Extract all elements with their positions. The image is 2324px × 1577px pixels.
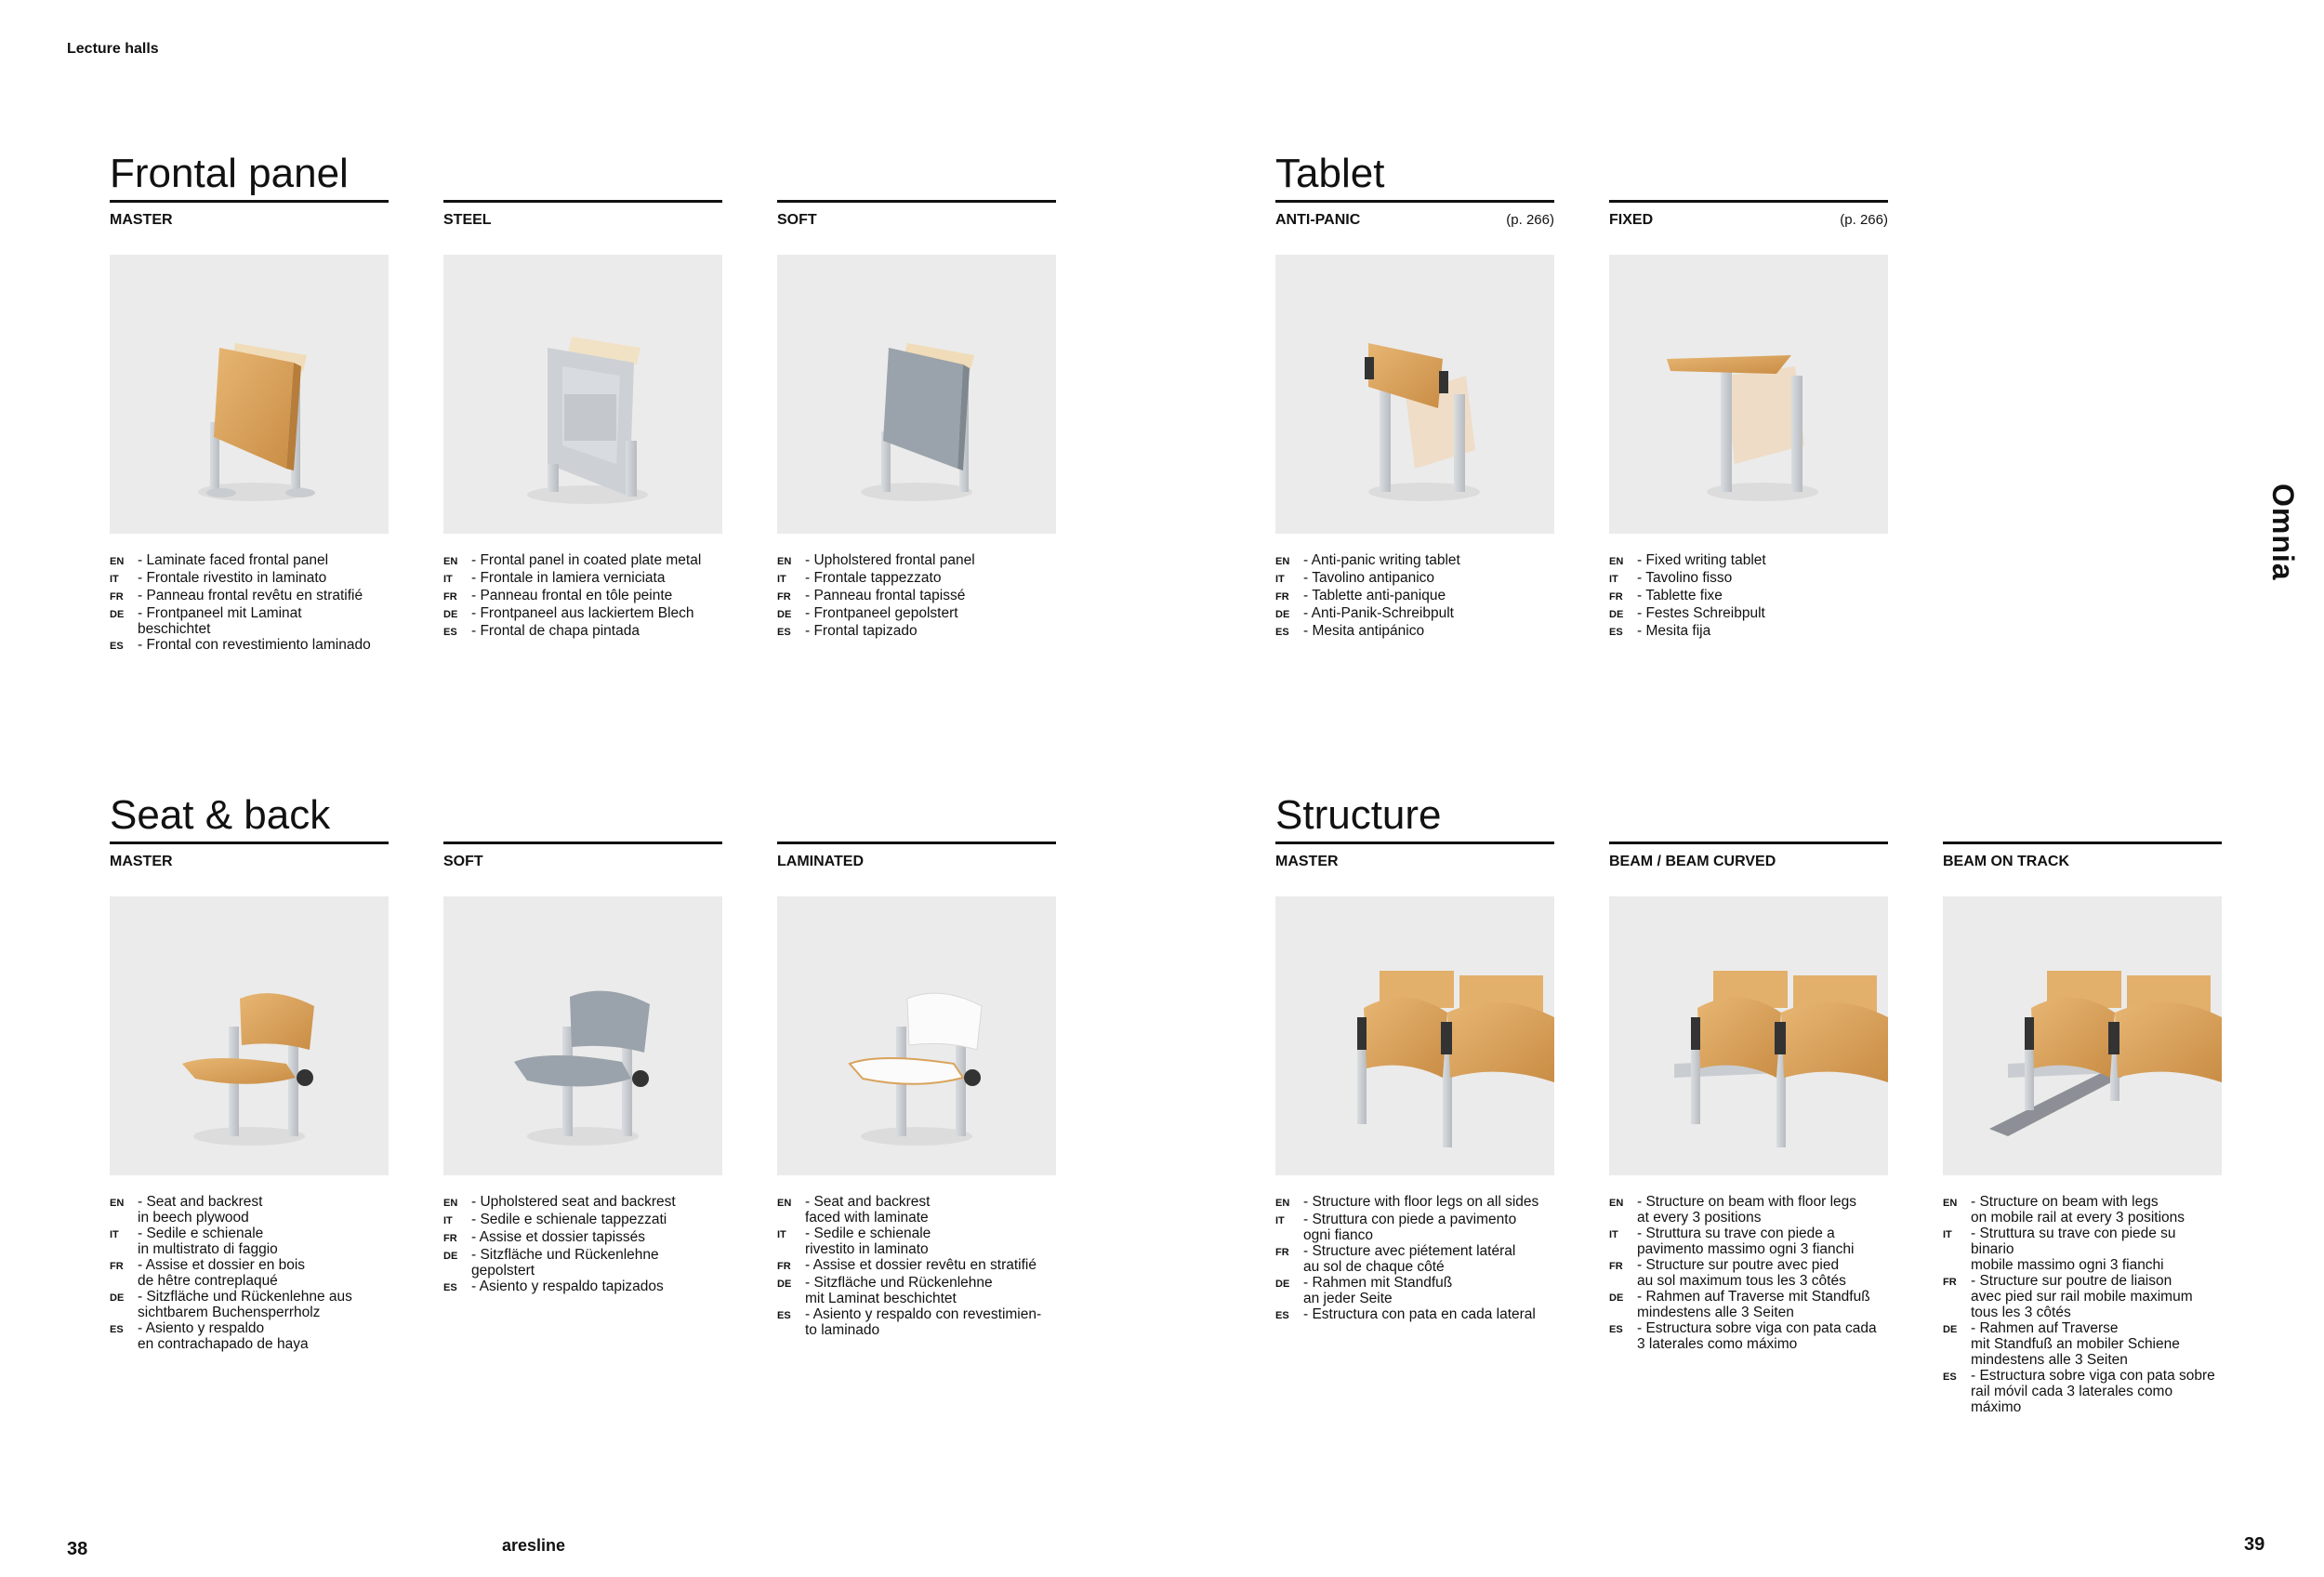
lang-code: IT <box>1275 1215 1285 1226</box>
lang-code: IT <box>443 1215 453 1226</box>
desc-text: - Mesita antipánico <box>1303 623 1425 639</box>
desc-text: - Structure sur poutre avec pied au sol maximum tous les 3 côtés <box>1637 1257 1846 1289</box>
desc-text: - Frontpaneel aus lackiertem Blech <box>471 605 694 621</box>
lang-code: EN <box>1275 556 1290 567</box>
lang-code: IT <box>1609 574 1618 585</box>
lang-code: EN <box>1609 1198 1624 1209</box>
product-photo-frontal-upholstered <box>777 255 1056 534</box>
desc-text: - Structure avec piétement latéral au sol de chaque côté <box>1303 1243 1516 1275</box>
card-header <box>1609 200 1888 236</box>
desc-text: - Tablette fixe <box>1637 588 1723 603</box>
lang-code: EN <box>110 1198 125 1209</box>
page-number-left: 38 <box>67 1539 88 1559</box>
desc-text: - Upholstered seat and backrest <box>471 1194 676 1210</box>
section-title-seat-back: Seat & back <box>110 792 331 838</box>
lang-code: EN <box>443 1198 458 1209</box>
lang-code: IT <box>1275 574 1285 585</box>
description-list <box>110 552 389 655</box>
product-photo-structure-track <box>1943 896 2222 1175</box>
desc-text: - Rahmen mit Standfuß an jeder Seite <box>1303 1275 1453 1306</box>
lang-code: DE <box>777 609 792 620</box>
lang-code: ES <box>777 1310 791 1321</box>
card-label: FIXED <box>1609 212 1654 228</box>
lang-code: DE <box>443 609 458 620</box>
desc-text: - Mesita fija <box>1637 623 1711 639</box>
lang-code: DE <box>1275 609 1290 620</box>
desc-text: - Seat and backrest faced with laminate <box>805 1194 931 1226</box>
lang-code: FR <box>1275 591 1289 603</box>
desc-text: - Estructura sobre viga con pata cada 3 laterales como máximo <box>1637 1320 1877 1352</box>
desc-text: - Assise et dossier revêtu en stratifié <box>805 1257 1037 1273</box>
description-list <box>1275 1194 1554 1324</box>
lang-code: DE <box>1943 1324 1958 1335</box>
card-header <box>1275 842 1554 878</box>
lang-code: FR <box>443 1233 457 1244</box>
desc-text: - Structure on beam with floor legs at every 3 positions <box>1637 1194 1857 1226</box>
card-label: BEAM ON TRACK <box>1943 854 2069 869</box>
lang-code: IT <box>110 574 119 585</box>
desc-text: - Frontale in lamiera verniciata <box>471 570 666 586</box>
card-frontal-master <box>110 200 389 655</box>
desc-text: - Struttura su trave con piede a pavimento massimo ogni 3 fianchi <box>1637 1226 1855 1257</box>
desc-text: - Assise et dossier en bois de hêtre contreplaqué <box>138 1257 306 1289</box>
desc-text: - Sedile e schienale in multistrato di faggio <box>138 1226 278 1257</box>
desc-text: - Anti-panic writing tablet <box>1303 552 1460 568</box>
card-tablet-antipanic <box>1275 200 1554 641</box>
desc-text: - Tavolino antipanico <box>1303 570 1435 586</box>
lang-code: FR <box>110 1261 124 1272</box>
lang-code: ES <box>1609 1324 1623 1335</box>
description-list <box>1943 1194 2222 1415</box>
lang-code: FR <box>1609 591 1623 603</box>
section-title-frontal-panel: Frontal panel <box>110 151 349 196</box>
product-photo-structure-floor-legs <box>1275 896 1554 1175</box>
section-label: Lecture halls <box>67 41 159 57</box>
lang-code: DE <box>110 1292 125 1304</box>
description-list <box>1275 552 1554 641</box>
desc-text: - Asiento y respaldo en contrachapado de haya <box>138 1320 309 1352</box>
lang-code: IT <box>1609 1229 1618 1240</box>
lang-code: FR <box>777 591 791 603</box>
card-frontal-steel <box>443 200 722 641</box>
description-list <box>777 1194 1056 1338</box>
card-seat-laminated <box>777 842 1056 1338</box>
desc-text: - Frontpaneel mit Laminat beschichtet <box>138 605 302 637</box>
page-number-right: 39 <box>2244 1534 2265 1555</box>
product-photo-seat-upholstered <box>443 896 722 1175</box>
card-label: LAMINATED <box>777 854 865 869</box>
page-reference: (p. 266) <box>1840 212 1888 228</box>
card-header <box>110 200 389 236</box>
lang-code: DE <box>1609 1292 1624 1304</box>
lang-code: DE <box>1275 1279 1290 1290</box>
lang-code: FR <box>1609 1261 1623 1272</box>
desc-text: - Rahmen auf Traverse mit Standfuß an mobiler Schiene mindestens alle 3 Seiten <box>1971 1320 2180 1368</box>
description-list <box>1609 1194 1888 1352</box>
desc-text: - Struttura con piede a pavimento ogni fianco <box>1303 1212 1517 1243</box>
desc-text: - Estructura sobre viga con pata sobre rail móvil cada 3 laterales como máximo <box>1971 1368 2215 1415</box>
card-header <box>1275 200 1554 236</box>
card-frontal-soft <box>777 200 1056 641</box>
desc-text: - Tablette anti-panique <box>1303 588 1446 603</box>
lang-code: IT <box>110 1229 119 1240</box>
description-list <box>110 1194 389 1352</box>
desc-text: - Frontale rivestito in laminato <box>138 570 327 586</box>
description-list <box>443 1194 722 1296</box>
desc-text: - Frontal tapizado <box>805 623 918 639</box>
product-photo-tablet-fixed <box>1609 255 1888 534</box>
card-structure-master <box>1275 842 1554 1324</box>
desc-text: - Panneau frontal en tôle peinte <box>471 588 673 603</box>
card-structure-beam <box>1609 842 1888 1352</box>
lang-code: ES <box>110 641 124 652</box>
lang-code: ES <box>1609 627 1623 638</box>
lang-code: EN <box>777 556 792 567</box>
lang-code: ES <box>1275 627 1289 638</box>
desc-text: - Asiento y respaldo tapizados <box>471 1279 664 1294</box>
desc-text: - Tavolino fisso <box>1637 570 1733 586</box>
lang-code: IT <box>777 574 786 585</box>
lang-code: FR <box>777 1261 791 1272</box>
card-header <box>1943 842 2222 878</box>
desc-text: - Struttura su trave con piede su binario mobile massimo ogni 3 fianchi <box>1971 1226 2176 1273</box>
lang-code: ES <box>1275 1310 1289 1321</box>
desc-text: - Sitzfläche und Rückenlehne mit Laminat beschichtet <box>805 1275 993 1306</box>
desc-text: - Sedile e schienale tappezzati <box>471 1212 667 1227</box>
desc-text: - Structure with floor legs on all sides <box>1303 1194 1539 1210</box>
lang-code: EN <box>777 1198 792 1209</box>
card-label: STEEL <box>443 212 492 228</box>
desc-text: - Anti-Panik-Schreibpult <box>1303 605 1454 621</box>
page-reference: (p. 266) <box>1506 212 1554 228</box>
product-side-label: Omnia <box>2266 484 2300 581</box>
desc-text: - Sitzfläche und Rückenlehne aus sichtbarem Buchensperrholz <box>138 1289 352 1320</box>
card-label: SOFT <box>777 212 817 228</box>
desc-text: - Sitzfläche und Rückenlehne gepolstert <box>471 1247 659 1279</box>
card-structure-track <box>1943 842 2222 1415</box>
section-title-tablet: Tablet <box>1275 151 1385 196</box>
card-header <box>777 200 1056 236</box>
card-seat-master <box>110 842 389 1352</box>
lang-code: EN <box>443 556 458 567</box>
desc-text: - Assise et dossier tapissés <box>471 1229 645 1245</box>
lang-code: ES <box>777 627 791 638</box>
card-label: BEAM / BEAM CURVED <box>1609 854 1776 869</box>
lang-code: IT <box>1943 1229 1952 1240</box>
desc-text: - Frontal de chapa pintada <box>471 623 640 639</box>
desc-text: - Laminate faced frontal panel <box>138 552 329 568</box>
desc-text: - Panneau frontal revêtu en stratifié <box>138 588 363 603</box>
desc-text: - Asiento y respaldo con revestimien- to laminado <box>805 1306 1042 1338</box>
description-list <box>443 552 722 641</box>
desc-text: - Frontale tappezzato <box>805 570 942 586</box>
desc-text: - Frontpaneel gepolstert <box>805 605 958 621</box>
lang-code: ES <box>443 1282 457 1293</box>
desc-text: - Structure on beam with legs on mobile rail at every 3 positions <box>1971 1194 2185 1226</box>
desc-text: - Estructura con pata en cada lateral <box>1303 1306 1536 1322</box>
desc-text: - Festes Schreibpult <box>1637 605 1765 621</box>
card-label: ANTI-PANIC <box>1275 212 1361 228</box>
lang-code: EN <box>1943 1198 1958 1209</box>
lang-code: IT <box>443 574 453 585</box>
lang-code: ES <box>1943 1372 1957 1383</box>
lang-code: EN <box>1609 556 1624 567</box>
product-photo-frontal-laminate <box>110 255 389 534</box>
card-label: MASTER <box>110 854 173 869</box>
desc-text: - Rahmen auf Traverse mit Standfuß mindestens alle 3 Seiten <box>1637 1289 1870 1320</box>
lang-code: EN <box>110 556 125 567</box>
desc-text: - Upholstered frontal panel <box>805 552 975 568</box>
desc-text: - Sedile e schienale rivestito in laminato <box>805 1226 931 1257</box>
card-tablet-fixed <box>1609 200 1888 641</box>
desc-text: - Structure sur poutre de liaison avec pied sur rail mobile maximum tous les 3 côtés <box>1971 1273 2193 1320</box>
card-header <box>110 842 389 878</box>
section-title-structure: Structure <box>1275 792 1442 838</box>
lang-code: IT <box>777 1229 786 1240</box>
lang-code: ES <box>443 627 457 638</box>
lang-code: FR <box>1943 1277 1957 1288</box>
product-photo-structure-beam <box>1609 896 1888 1175</box>
description-list <box>1609 552 1888 641</box>
description-list <box>777 552 1056 641</box>
lang-code: DE <box>110 609 125 620</box>
card-label: MASTER <box>1275 854 1339 869</box>
product-photo-seat-laminated <box>777 896 1056 1175</box>
lang-code: FR <box>110 591 124 603</box>
lang-code: ES <box>110 1324 124 1335</box>
desc-text: - Seat and backrest in beech plywood <box>138 1194 263 1226</box>
card-seat-soft <box>443 842 722 1296</box>
product-photo-tablet-antipanic <box>1275 255 1554 534</box>
card-header <box>1609 842 1888 878</box>
lang-code: DE <box>1609 609 1624 620</box>
card-label: SOFT <box>443 854 483 869</box>
card-label: MASTER <box>110 212 173 228</box>
product-photo-frontal-steel <box>443 255 722 534</box>
lang-code: DE <box>777 1279 792 1290</box>
product-photo-seat-beech <box>110 896 389 1175</box>
desc-text: - Frontal panel in coated plate metal <box>471 552 702 568</box>
lang-code: FR <box>443 591 457 603</box>
card-header <box>443 842 722 878</box>
lang-code: DE <box>443 1251 458 1262</box>
card-header <box>777 842 1056 878</box>
brand-logo-text: aresline <box>502 1536 566 1555</box>
desc-text: - Frontal con revestimiento laminado <box>138 637 371 653</box>
desc-text: - Fixed writing tablet <box>1637 552 1766 568</box>
lang-code: EN <box>1275 1198 1290 1209</box>
desc-text: - Panneau frontal tapissé <box>805 588 966 603</box>
card-header <box>443 200 722 236</box>
lang-code: FR <box>1275 1247 1289 1258</box>
